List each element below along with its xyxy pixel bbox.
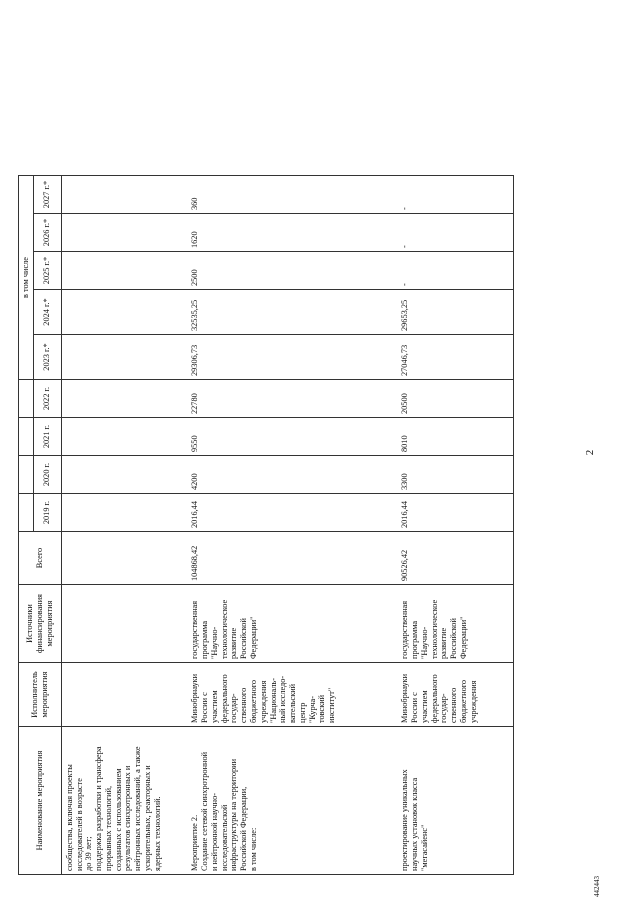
column-header-year: 2020 г. [33, 456, 61, 494]
table-header [19, 176, 62, 875]
cell-value [61, 380, 189, 418]
cell-value: 2016,44 [189, 494, 399, 532]
column-header-year: 2025 г.* [33, 252, 61, 290]
cell-value: 29653,25 [399, 290, 513, 335]
cell-value [61, 456, 189, 494]
cell-activity-name: Мероприятие 2. Создание сетевой синхротронной и нейтронной научно- исследовательской инфраструктуры на территории Российской Федерации, в том числе: [189, 727, 399, 875]
cell-total [61, 532, 189, 585]
table-row [189, 176, 399, 875]
cell-source [61, 585, 189, 663]
cell-activity-name: проектирование уникальных научных установок класса "мегасайенс" [399, 727, 513, 875]
column-header-year: 2026 г.* [33, 214, 61, 252]
cell-value: 2016,44 [399, 494, 513, 532]
cell-total: 104868,42 [189, 532, 399, 585]
column-header-year: 2022 г. [33, 380, 61, 418]
cell-value [61, 335, 189, 380]
column-header-year: 2019 г. [33, 494, 61, 532]
cell-value: - [399, 252, 513, 290]
cell-value: 32535,25 [189, 290, 399, 335]
cell-value [61, 418, 189, 456]
cell-value [61, 214, 189, 252]
cell-value [61, 290, 189, 335]
cell-value: 4200 [189, 456, 399, 494]
column-header-year: 2021 г. [33, 418, 61, 456]
column-header-including: в том числе [19, 176, 34, 380]
cell-value: 1620 [189, 214, 399, 252]
table-row [399, 176, 513, 875]
cell-value [61, 494, 189, 532]
column-header-total: Всего [19, 532, 62, 585]
activities-table [18, 175, 514, 875]
cell-executor [61, 663, 189, 727]
cell-value: 3300 [399, 456, 513, 494]
column-header-year: 2024 г.* [33, 290, 61, 335]
page-number: 2 [584, 449, 596, 456]
cell-value: 2500 [189, 252, 399, 290]
cell-value: 22780 [189, 380, 399, 418]
cell-activity-name: сообщества, включая проекты исследователей в возрасте до 39 лет; поддержка разработки и трансфера прорывных технологий, созданных с использованием результатов синхротронных и нейтронных исследований, а также ускорительных, реакторных и ядерных технологий. [61, 727, 189, 875]
cell-value: - [399, 176, 513, 214]
cell-value: - [399, 214, 513, 252]
cell-value [61, 176, 189, 214]
table-row [61, 176, 189, 875]
cell-value: 29306,73 [189, 335, 399, 380]
column-header-year: 2023 г.* [33, 335, 61, 380]
cell-source: государственная программа "Научно- технологическое развитие Российской Федерации" [399, 585, 513, 663]
cell-executor: Минобрнауки России с участием федерального государ- ственного бюджетного учреждения "Националь- ный исследо- вательский центр "Курча- товский институт" [189, 663, 399, 727]
column-header-executor: Исполнитель мероприятия [19, 663, 62, 727]
cell-value: 20500 [399, 380, 513, 418]
column-header-year: 2027 г.* [33, 176, 61, 214]
column-header-source: Источники финансирования мероприятия [19, 585, 62, 663]
column-header-name: Наименование мероприятия [19, 727, 62, 875]
document-code: 442443 [593, 876, 601, 897]
cell-source: государственная программа "Научно- технологическое развитие Российской Федерации" [189, 585, 399, 663]
cell-value: 27046,73 [399, 335, 513, 380]
cell-value [61, 252, 189, 290]
cell-value: 8010 [399, 418, 513, 456]
cell-value: 9550 [189, 418, 399, 456]
cell-value: 360 [189, 176, 399, 214]
cell-total: 90526,42 [399, 532, 513, 585]
cell-executor: Минобрнауки России с участием федерального государ- ственного бюджетного учреждения [399, 663, 513, 727]
